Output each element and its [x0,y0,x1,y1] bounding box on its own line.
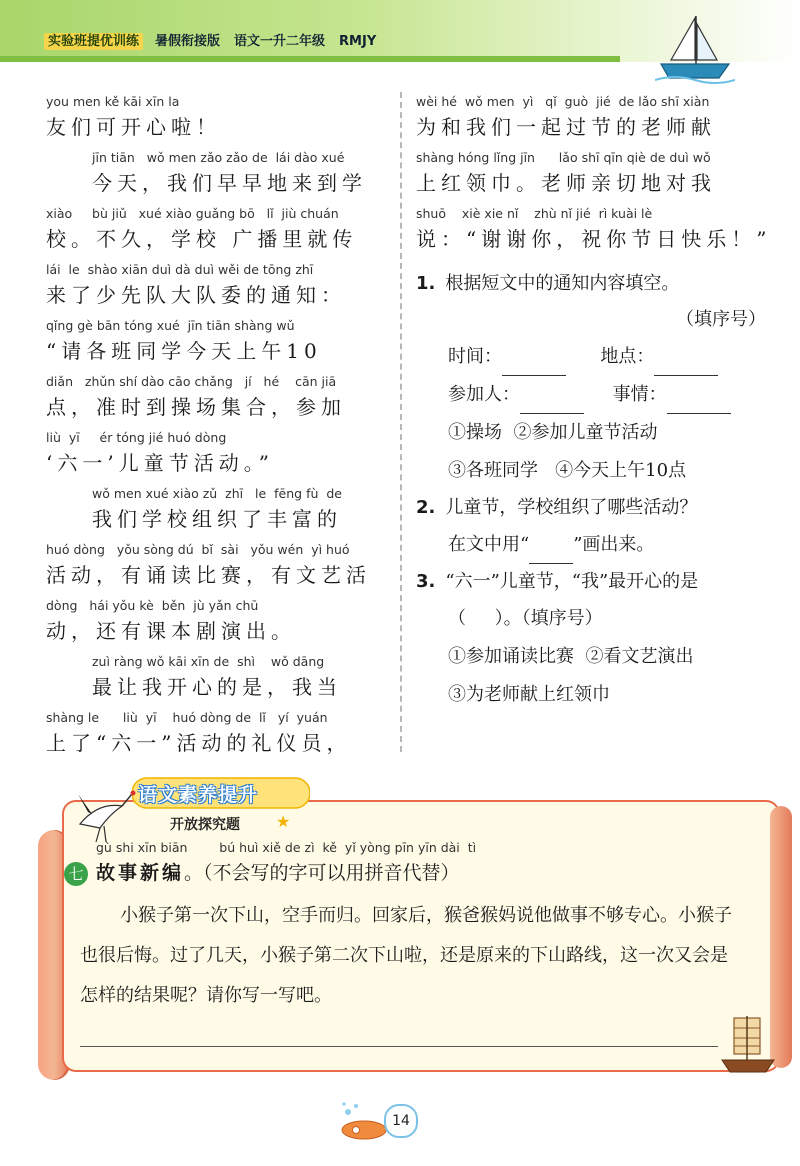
question-2-line-2 [416,526,766,564]
question-3-options-row-1 [416,638,766,676]
options-row-1 [416,414,766,452]
junk-boat-icon [720,1014,776,1080]
option-3: ③各班同学 [448,460,538,481]
task-title-pinyin: gù shi xīn biān bú huì xiě de zì kě yǐ yòng pīn yīn dài tì [96,840,477,855]
hanzi-line: 活动，有诵读比赛，有文艺活 [46,563,371,587]
question-3-answer-line[interactable]: （ ）。（填序号） [448,608,603,629]
passage-right-column [416,92,772,714]
place-label: 地点： [600,346,655,367]
hanzi-line: 最让我开心的是，我当 [92,675,342,699]
edition-label: 暑假衔接版 [155,34,221,49]
people-matter-row [416,376,766,414]
question-3 [416,564,766,600]
pinyin-line: lái le shào xiān duì dà duì wěi de tōng zhī [46,262,314,277]
task-title [64,858,460,886]
crane-icon [70,784,140,844]
hanzi-line: 友们可开心啦！ [46,115,221,139]
question-number: 1. [416,273,436,294]
pinyin-line: huó dòng yǒu sòng dú bǐ sài yǒu wén yì huó [46,542,350,557]
pinyin-line: jīn tiān wǒ men zǎo zǎo de lái dào xué [92,150,345,165]
question-text: 根据短文中的通知内容填空。 [445,273,680,294]
underline-sample [529,543,573,564]
question-number: 2. [416,497,436,518]
time-label: 时间： [448,346,502,367]
time-place-row [416,338,766,376]
question-text: “六一”儿童节，“我”最开心的是 [445,571,699,592]
hanzi-line: 校。不久，学校 广播里就传 [46,227,358,251]
option-2: ②看文艺演出 [585,646,694,667]
pinyin-line: wǒ men xué xiào zǔ zhī le fēng fù de [92,486,342,501]
hanzi-line: 来了少先队大队委的通知： [46,283,346,307]
option-2: ②参加儿童节活动 [513,422,658,443]
pinyin-line: you men kě kāi xīn la [46,94,180,109]
question-3-options-row-2 [416,676,766,714]
pinyin-line: liù yī ér tóng jié huó dòng [46,430,227,445]
task-prompt: 小猴子第一次下山，空手而归。回家后，猴爸猴妈说他做事不够专心。小猴子也很后悔。过了几天，小猴子第二次下山啦，还是原来的下山路线，这一次又会是怎样的结果呢？请你写一写吧。 [80,905,732,1006]
page-header [0,0,800,90]
option-1: ①参加诵读比赛 [448,646,574,667]
passage-left-column [46,92,392,764]
pinyin-line: shàng hóng lǐng jīn lǎo shī qīn qiè de duì wǒ [416,150,711,165]
question-2 [416,490,766,526]
pinyin-line: qǐng gè bān tóng xué jīn tiān shàng wǔ [46,318,295,333]
task-title-main: 故事新编 [96,862,185,884]
matter-label: 事情： [612,384,667,405]
pinyin-line: wèi hé wǒ men yì qǐ guò jié de lǎo shī xiàn [416,94,710,109]
task-number-badge: 七 [64,862,88,886]
hanzi-line: 今天，我们早早地来到学 [92,171,367,195]
star-icon: ★ [276,812,291,831]
option-1: ①操场 [448,422,502,443]
matter-blank[interactable] [667,393,731,414]
hanzi-line: 动，还有课本剧演出。 [46,619,296,643]
hanzi-line: 为和我们一起过节的老师献 [416,115,716,139]
hanzi-line: 说：“谢谢你，祝你节日快乐！” [416,227,772,251]
pinyin-line: diǎn zhǔn shí dào cāo chǎng jí hé cān jiā [46,374,337,389]
hanzi-line: 点，准时到操场集合，参加 [46,395,346,419]
question-text: 儿童节，学校组织了哪些活动？ [445,497,698,518]
pinyin-line: shuō xiè xie nǐ zhù nǐ jié rì kuài lè [416,206,653,221]
passage-right-lines [416,92,772,260]
question-1 [416,266,766,302]
pinyin-line: dòng hái yǒu kè běn jù yǎn chū [46,598,259,613]
option-3: ③为老师献上红领巾 [448,684,610,705]
hanzi-line: ‘六一’儿童节活动。” [46,451,274,475]
header-title [44,30,390,49]
hanzi-line: 上了“六一”活动的礼仪员， [46,731,352,755]
column-divider [400,92,402,752]
header-stripe [0,56,620,62]
participants-blank[interactable] [520,393,584,414]
hanzi-line: 我们学校组织了丰富的 [92,507,342,531]
options-row-2 [416,452,766,490]
hanzi-line: 上红领巾。老师亲切地对我 [416,171,716,195]
participants-label: 参加人： [448,384,520,405]
pinyin-line: xiào bù jiǔ xué xiào guǎng bō lǐ jiù chuán [46,206,339,221]
section-subtitle: 开放探究题 [170,817,240,833]
question-2-text-b: ”画出来。 [573,534,655,555]
series-tag: 实验班提优训练 [44,33,143,50]
page-number: 14 [384,1104,418,1138]
section-badge-title: 语文素养提升 [138,784,259,806]
subject-label: 语文一升二年级 [234,34,326,49]
fill-number-note: （填序号） [676,309,766,330]
writing-line[interactable] [80,1046,718,1047]
task-title-note: 。（不会写的字可以用拼音代替） [184,862,460,884]
pinyin-line: zuì ràng wǒ kāi xīn de shì wǒ dāng [92,654,325,669]
option-4: ④今天上午10点 [555,460,687,481]
publisher-label: RMJY [339,34,377,49]
place-blank[interactable] [654,355,718,376]
time-blank[interactable] [502,355,566,376]
question-2-text-a: 在文中用“ [448,534,530,555]
sailboat-icon [655,14,735,84]
pinyin-line: shàng le liù yī huó dòng de lǐ yí yuán [46,710,328,725]
hanzi-line: “请各班同学今天上午10 [46,339,322,363]
question-number: 3. [416,571,436,592]
